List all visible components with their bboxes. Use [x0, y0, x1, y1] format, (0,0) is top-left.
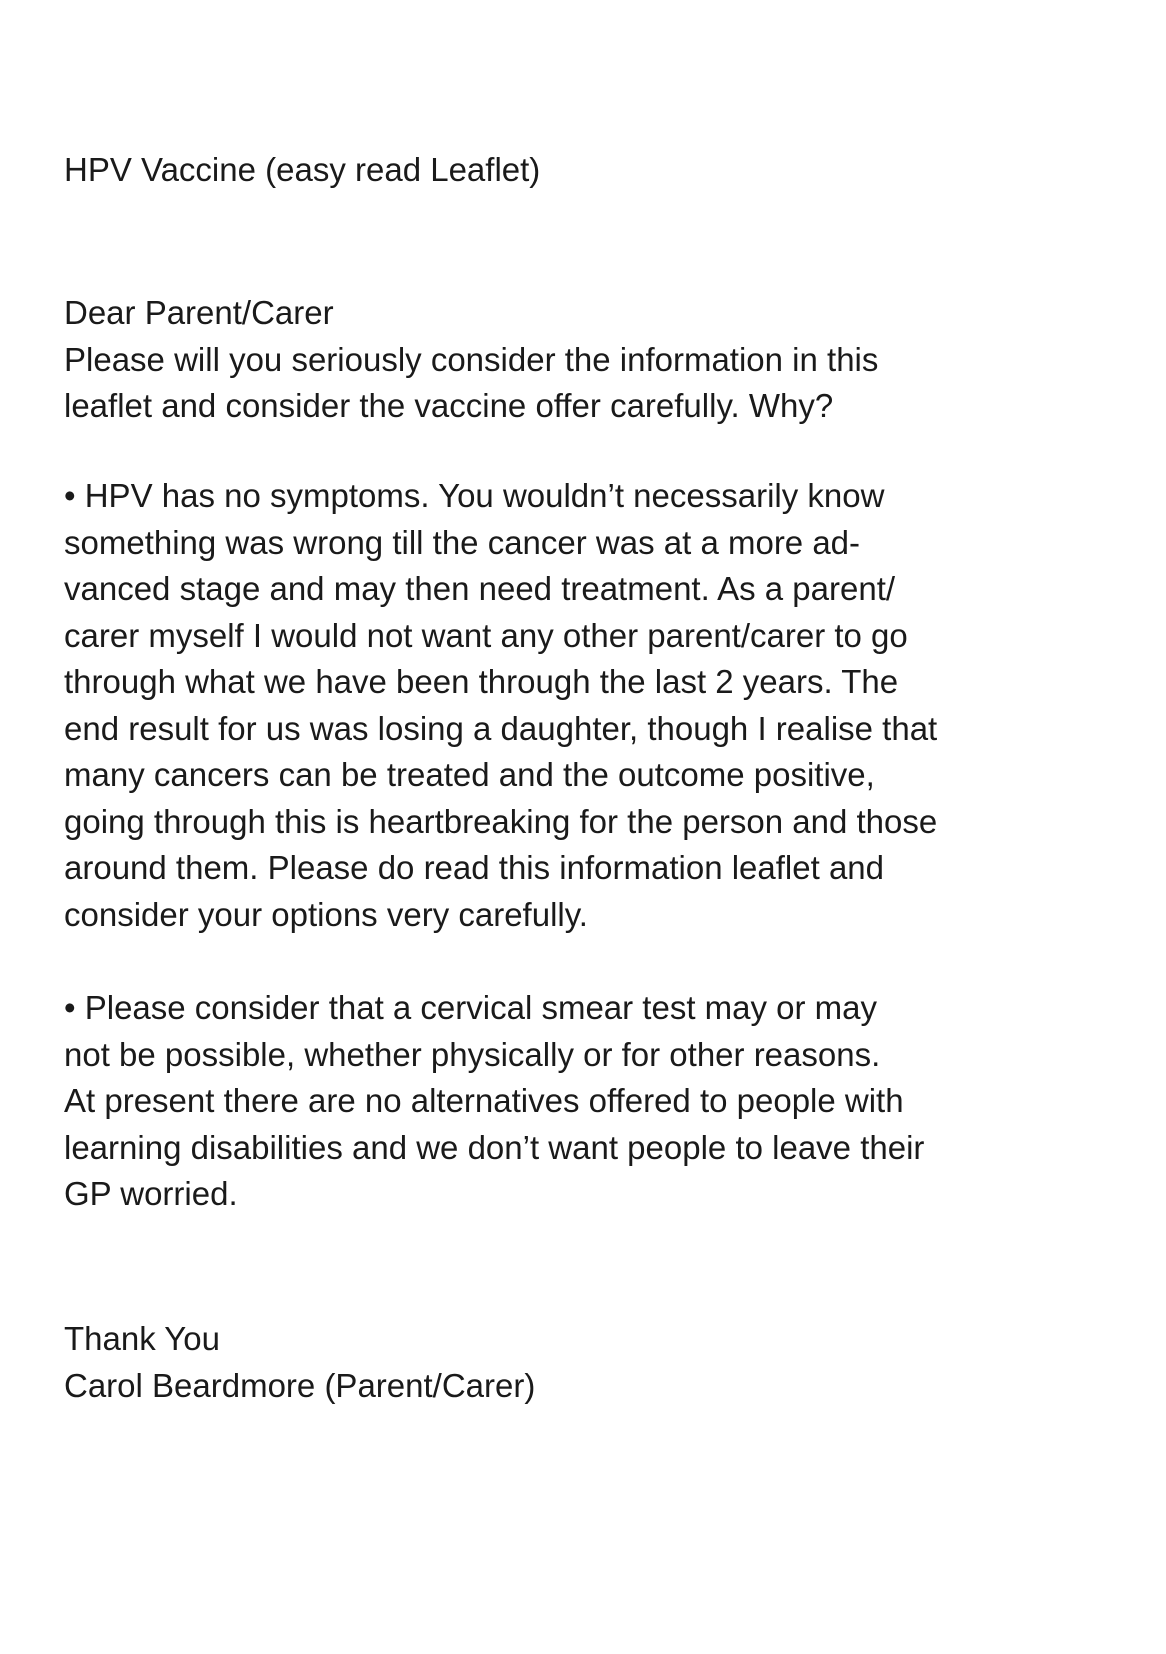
- paragraph-line: At present there are no alternatives offered to people with: [64, 1082, 904, 1119]
- bullet-paragraph-symptoms: [64, 473, 937, 938]
- paragraph-line: through what we have been through the last 2 years. The: [64, 663, 899, 700]
- paragraph-line: something was wrong till the cancer was at a more ad-: [64, 523, 861, 561]
- paragraph-line: not be possible, whether physically or for other reasons.: [64, 1035, 881, 1073]
- paragraph-line: end result for us was losing a daughter, though I realise that: [64, 709, 938, 747]
- closing-line: Thank You: [64, 1320, 220, 1357]
- paragraph-line: going through this is heartbreaking for the person and those: [64, 802, 938, 840]
- paragraph-line: carer myself I would not want any other parent/carer to go: [64, 616, 908, 654]
- document-title: [64, 147, 540, 194]
- paragraph-line: learning disabilities and we don’t want people to leave their: [64, 1128, 925, 1166]
- paragraph-line: vanced stage and may then need treatment. As a parent/: [64, 570, 896, 607]
- paragraph-line: • HPV has no symptoms. You wouldn’t necessarily know: [64, 477, 885, 514]
- greeting-block: [64, 290, 878, 430]
- paragraph-line: many cancers can be treated and the outcome positive,: [64, 756, 875, 793]
- salutation-line: Dear Parent/Carer: [64, 294, 334, 331]
- paragraph-line: consider your options very carefully.: [64, 895, 588, 933]
- title-text: HPV Vaccine (easy read Leaflet): [64, 151, 541, 188]
- signoff-block: [64, 1316, 535, 1409]
- paragraph-line: around them. Please do read this information leaflet and: [64, 849, 885, 886]
- bullet-paragraph-smear-test: [64, 985, 924, 1218]
- paragraph-line: GP worried.: [64, 1175, 238, 1212]
- signature-line: Carol Beardmore (Parent/Carer): [64, 1366, 536, 1404]
- paragraph-line: • Please consider that a cervical smear test may or may: [64, 989, 878, 1026]
- intro-line: leaflet and consider the vaccine offer carefully. Why?: [64, 387, 834, 424]
- intro-line: Please will you seriously consider the information in this: [64, 340, 879, 378]
